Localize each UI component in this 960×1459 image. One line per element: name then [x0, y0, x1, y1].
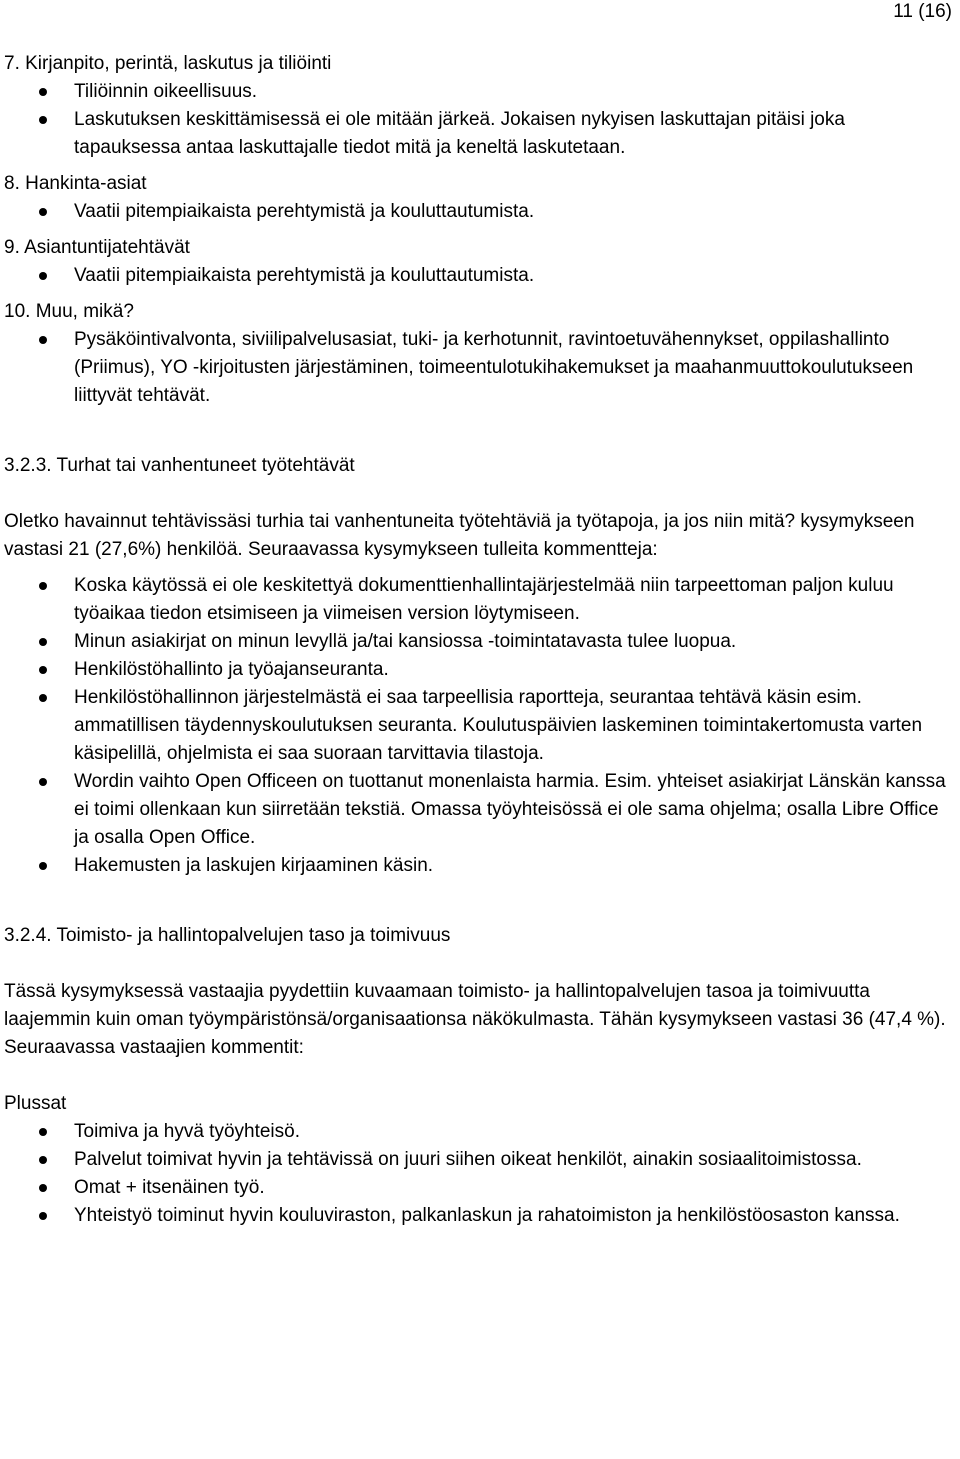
document-body [4, 50, 956, 1230]
list-item: Minun asiakirjat on minun levyllä ja/tai kansiossa -toimintatavasta tulee luopua. [4, 628, 956, 656]
section-7-list [4, 78, 956, 162]
list-item: Pysäköintivalvonta, siviilipalvelusasiat, tuki- ja kerhotunnit, ravintoetuvähennykset, oppilashallinto (Priimus), YO -kirjoitusten järjestäminen, toimeentulotukihakemukset ja maahanmuuttokoulutukseen liittyvät tehtävät. [4, 326, 956, 410]
list-item: Vaatii pitempiaikaista perehtymistä ja kouluttautumista. [4, 198, 956, 226]
list-item: Yhteistyö toiminut hyvin kouluviraston, palkanlaskun ja rahatoimiston ja henkilöstöosaston kanssa. [4, 1202, 956, 1230]
section-324-heading: 3.2.4. Toimisto- ja hallintopalvelujen taso ja toimivuus [4, 925, 451, 946]
page-number: 11 (16) [893, 1, 952, 22]
list-item: Henkilöstöhallinnon järjestelmästä ei saa tarpeellisia raportteja, seurantaa tehtävä käsin esim. ammatillisen täydennyskoulutuksen seuranta. Koulutuspäivien laskeminen toimintakertomusta varten käsipelillä, ohjelmista ei saa suoraan tarvittavia tilastoja. [4, 684, 956, 768]
section-323-heading: 3.2.3. Turhat tai vanhentuneet työtehtävät [4, 455, 355, 476]
list-item: Hakemusten ja laskujen kirjaaminen käsin. [4, 852, 956, 880]
section-323-list [4, 572, 956, 880]
plussat-list [4, 1118, 956, 1230]
list-item: Vaatii pitempiaikaista perehtymistä ja kouluttautumista. [4, 262, 956, 290]
section-8-list [4, 198, 956, 226]
section-8-heading: 8. Hankinta-asiat [4, 173, 147, 194]
list-item: Tiliöinnin oikeellisuus. [4, 78, 956, 106]
section-7-heading: 7. Kirjanpito, perintä, laskutus ja tiliöinti [4, 53, 332, 74]
list-item: Palvelut toimivat hyvin ja tehtävissä on juuri siihen oikeat henkilöt, ainakin sosiaalitoimistossa. [4, 1146, 956, 1174]
list-item: Toimiva ja hyvä työyhteisö. [4, 1118, 956, 1146]
plussat-label: Plussat [4, 1093, 67, 1114]
section-10-list [4, 326, 956, 410]
list-item: Omat + itsenäinen työ. [4, 1174, 956, 1202]
list-item: Wordin vaihto Open Officeen on tuottanut monenlaista harmia. Esim. yhteiset asiakirjat Länskän kanssa ei toimi ollenkaan kun siirretään tekstiä. Omassa työyhteisössä ei ole sama ohjelma; osalla Libre Office ja osalla Open Office. [4, 768, 956, 852]
list-item: Koska käytössä ei ole keskitettyä dokumenttienhallintajärjestelmää niin tarpeettoman paljon kuluu työaikaa tiedon etsimiseen ja viimeisen version löytymiseen. [4, 572, 956, 628]
section-9-list [4, 262, 956, 290]
section-9-heading: 9. Asiantuntijatehtävät [4, 237, 190, 258]
list-item: Laskutuksen keskittämisessä ei ole mitään järkeä. Jokaisen nykyisen laskuttajan pitäisi joka tapauksessa antaa laskuttajalle tiedot mitä ja keneltä laskutetaan. [4, 106, 956, 162]
section-10-heading: 10. Muu, mikä? [4, 301, 134, 322]
section-324-intro: Tässä kysymyksessä vastaajia pyydettiin kuvaamaan toimisto- ja hallintopalvelujen tasoa ja toimivuutta laajemmin kuin oman työympäristönsä/organisaationsa näkökulmasta. Tähän kysymykseen vastasi 36 (47,4 %). Seuraavassa vastaajien kommentit: [4, 981, 946, 1058]
list-item: Henkilöstöhallinto ja työajanseuranta. [4, 656, 956, 684]
section-323-intro: Oletko havainnut tehtävissäsi turhia tai vanhentuneita työtehtäviä ja työtapoja, ja jos niin mitä? kysymykseen vastasi 21 (27,6%) henkilöä. Seuraavassa kysymykseen tulleita kommentteja: [4, 511, 915, 560]
